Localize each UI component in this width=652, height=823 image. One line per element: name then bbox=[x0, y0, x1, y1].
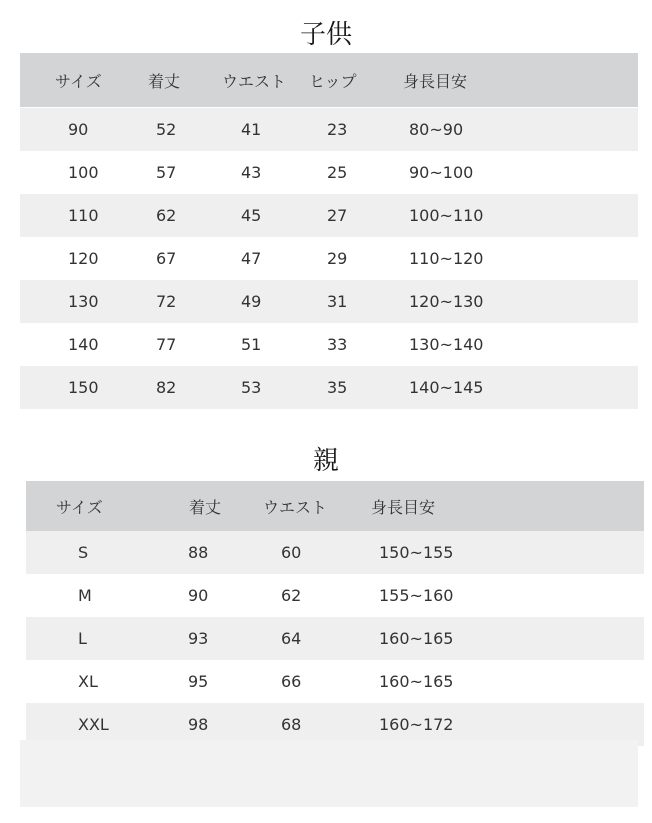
table-cell: 130 bbox=[68, 292, 99, 311]
table-cell: 155~160 bbox=[379, 586, 454, 605]
table-row bbox=[20, 280, 638, 323]
table-cell: 140~145 bbox=[409, 378, 484, 397]
parents-table-header bbox=[26, 481, 644, 531]
blank-filler-band bbox=[20, 740, 638, 807]
header-waist: ウエスト bbox=[222, 71, 287, 91]
children-table-header bbox=[20, 53, 638, 107]
table-row bbox=[20, 366, 638, 409]
header-height-guide: 身長目安 bbox=[371, 497, 436, 517]
table-row bbox=[26, 574, 644, 617]
header-length: 着丈 bbox=[189, 497, 222, 517]
table-cell: 52 bbox=[156, 120, 177, 139]
parents-table-title: 親 bbox=[312, 446, 339, 476]
table-cell: 77 bbox=[156, 335, 177, 354]
table-cell: 100 bbox=[68, 163, 99, 182]
table-cell: 51 bbox=[241, 335, 262, 354]
table-cell: 53 bbox=[241, 378, 262, 397]
header-height-guide: 身長目安 bbox=[403, 71, 468, 91]
table-cell: 90 bbox=[68, 120, 89, 139]
children-table-title: 子供 bbox=[299, 20, 352, 50]
table-cell: 82 bbox=[156, 378, 177, 397]
table-cell: 67 bbox=[156, 249, 177, 268]
header-length: 着丈 bbox=[148, 71, 181, 91]
header-hip: ヒップ bbox=[309, 71, 357, 91]
table-row bbox=[26, 660, 644, 703]
table-cell: M bbox=[78, 586, 92, 605]
table-cell: 120 bbox=[68, 249, 99, 268]
table-cell: 41 bbox=[241, 120, 262, 139]
table-cell: 150~155 bbox=[379, 543, 454, 562]
table-cell: 130~140 bbox=[409, 335, 484, 354]
table-row bbox=[26, 531, 644, 574]
table-cell: 110~120 bbox=[409, 249, 484, 268]
table-cell: 93 bbox=[188, 629, 209, 648]
table-cell: 150 bbox=[68, 378, 99, 397]
table-cell: 47 bbox=[241, 249, 262, 268]
table-cell: 72 bbox=[156, 292, 177, 311]
table-cell: 90~100 bbox=[409, 163, 474, 182]
table-cell: 25 bbox=[327, 163, 348, 182]
table-cell: 57 bbox=[156, 163, 177, 182]
table-cell: 160~172 bbox=[379, 715, 454, 734]
table-cell: 68 bbox=[281, 715, 302, 734]
table-cell: 33 bbox=[327, 335, 348, 354]
table-cell: XXL bbox=[78, 715, 109, 734]
table-cell: 160~165 bbox=[379, 672, 454, 691]
table-cell: 62 bbox=[156, 206, 177, 225]
table-cell: 140 bbox=[68, 335, 99, 354]
table-cell: 43 bbox=[241, 163, 262, 182]
table-row bbox=[26, 617, 644, 660]
header-waist: ウエスト bbox=[263, 497, 328, 517]
table-cell: 95 bbox=[188, 672, 209, 691]
table-cell: S bbox=[78, 543, 89, 562]
table-cell: 98 bbox=[188, 715, 209, 734]
table-cell: 90 bbox=[188, 586, 209, 605]
table-cell: L bbox=[78, 629, 87, 648]
table-cell: 29 bbox=[327, 249, 348, 268]
table-cell: 120~130 bbox=[409, 292, 484, 311]
table-row bbox=[20, 237, 638, 280]
table-row bbox=[20, 194, 638, 237]
table-cell: 35 bbox=[327, 378, 348, 397]
table-cell: 160~165 bbox=[379, 629, 454, 648]
table-row bbox=[20, 151, 638, 194]
table-cell: 23 bbox=[327, 120, 348, 139]
table-cell: 110 bbox=[68, 206, 99, 225]
header-size: サイズ bbox=[56, 497, 103, 517]
table-cell: 100~110 bbox=[409, 206, 484, 225]
table-cell: 27 bbox=[327, 206, 348, 225]
children-size-table bbox=[20, 53, 638, 405]
header-size: サイズ bbox=[55, 71, 102, 91]
table-row bbox=[20, 323, 638, 366]
table-cell: 60 bbox=[281, 543, 302, 562]
table-cell: 66 bbox=[281, 672, 302, 691]
table-cell: 49 bbox=[241, 292, 262, 311]
table-cell: 31 bbox=[327, 292, 348, 311]
table-cell: 62 bbox=[281, 586, 302, 605]
table-cell: 80~90 bbox=[409, 120, 464, 139]
table-cell: 45 bbox=[241, 206, 262, 225]
table-cell: 88 bbox=[188, 543, 209, 562]
table-cell: XL bbox=[78, 672, 98, 691]
table-row bbox=[20, 108, 638, 151]
table-cell: 64 bbox=[281, 629, 302, 648]
